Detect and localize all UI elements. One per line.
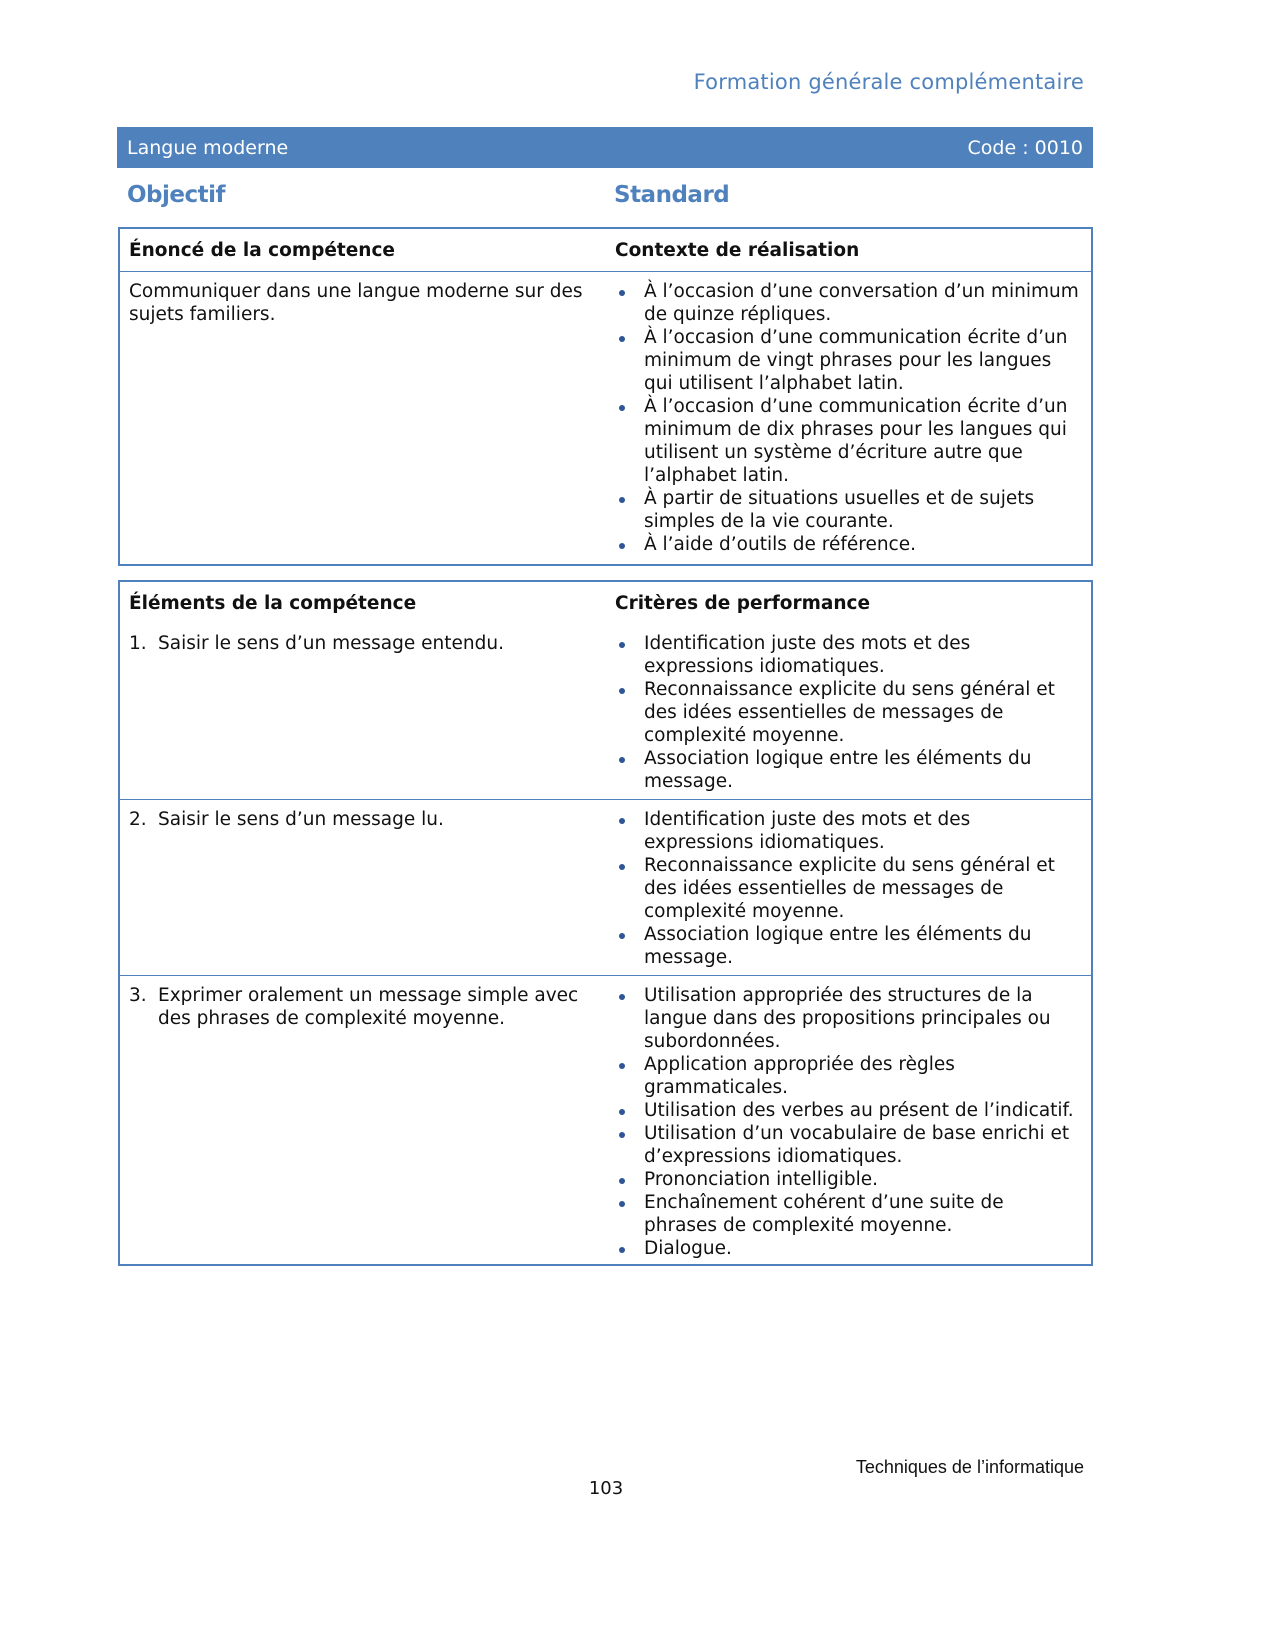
list-item: Association logique entre les éléments du message. (615, 747, 1082, 793)
list-item: Reconnaissance explicite du sens général et des idées essentielles de messages de complexité moyenne. (615, 854, 1082, 923)
element-item (129, 808, 597, 831)
col-header-elements: Éléments de la compétence (129, 592, 417, 614)
element-text: Exprimer oralement un message simple avec des phrases de complexité moyenne. (158, 984, 579, 1029)
list-item: Prononciation intelligible. (615, 1168, 1082, 1191)
table-row (119, 799, 1092, 975)
list-item: Utilisation appropriée des structures de la langue dans des propositions principales ou subordonnées. (615, 984, 1082, 1053)
list-item: Identification juste des mots et des expressions idiomatiques. (615, 808, 1082, 854)
list-item: À l’occasion d’une communication écrite d’un minimum de vingt phrases pour les langues qui utilisent l’alphabet latin. (615, 326, 1082, 395)
element-number: 2. (129, 808, 147, 830)
competence-table (118, 227, 1093, 566)
list-item: Enchaînement cohérent d’une suite de phrases de complexité moyenne. (615, 1191, 1082, 1237)
table-header-row (119, 581, 1092, 624)
context-list (615, 280, 1082, 556)
page-number: 103 (588, 1478, 624, 1499)
col-header-enonce: Énoncé de la compétence (129, 239, 395, 261)
criteria-list (615, 808, 1082, 969)
list-item: À partir de situations usuelles et de sujets simples de la vie courante. (615, 487, 1082, 533)
element-number: 1. (129, 633, 147, 654)
competence-statement: Communiquer dans une langue moderne sur des sujets familiers. (119, 272, 606, 565)
footer-program: Techniques de l’informatique (855, 1457, 1084, 1477)
element-text: Saisir le sens d’un message lu. (158, 808, 444, 830)
element-number: 3. (129, 984, 147, 1006)
list-item: Association logique entre les éléments du message. (615, 923, 1082, 969)
table-row (119, 624, 1092, 799)
subject-band (117, 127, 1093, 168)
table-row (119, 975, 1092, 1265)
table-row (119, 272, 1092, 565)
list-item: Application appropriée des règles grammaticales. (615, 1053, 1082, 1099)
table-header-row (119, 228, 1092, 272)
list-item: Reconnaissance explicite du sens général et des idées essentielles de messages de complexité moyenne. (615, 678, 1082, 747)
col-header-contexte: Contexte de réalisation (615, 239, 860, 261)
subject-code: Code : 0010 (967, 136, 1083, 159)
list-item: À l’occasion d’une communication écrite d’un minimum de dix phrases pour les langues qui utilisent un système d’écriture autre que l’alphabet latin. (615, 395, 1082, 487)
col-header-criteres: Critères de performance (615, 592, 871, 614)
list-item: Utilisation des verbes au présent de l’indicatif. (615, 1099, 1082, 1122)
criteria-list (615, 984, 1082, 1260)
list-item: Utilisation d’un vocabulaire de base enrichi et d’expressions idiomatiques. (615, 1122, 1082, 1168)
list-item: À l’occasion d’une conversation d’un minimum de quinze répliques. (615, 280, 1082, 326)
subject-name: Langue moderne (127, 136, 289, 159)
running-title: Formation générale complémentaire (693, 70, 1084, 94)
list-item: Identification juste des mots et des expressions idiomatiques. (615, 632, 1082, 678)
element-text: Saisir le sens d’un message entendu. (158, 633, 504, 654)
element-item (129, 632, 597, 655)
section-objectif: Objectif (127, 182, 226, 208)
criteria-list (615, 632, 1082, 793)
element-item (129, 984, 597, 1030)
list-item: Dialogue. (615, 1237, 1082, 1260)
list-item: À l’aide d’outils de référence. (615, 533, 1082, 556)
section-standard: Standard (614, 182, 730, 208)
elements-table (118, 580, 1093, 1266)
